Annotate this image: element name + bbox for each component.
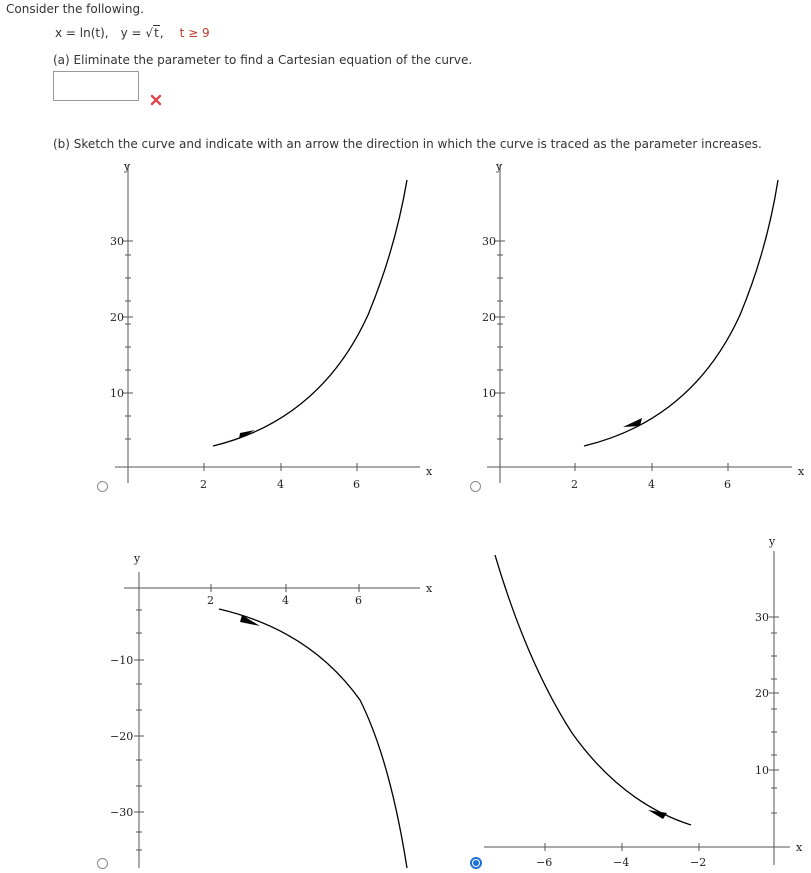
graph-1: [110, 155, 440, 495]
cartesian-equation-input[interactable]: [53, 71, 139, 101]
parametric-equations: [55, 26, 210, 40]
x-tick-label: 6: [353, 478, 360, 491]
parameter-condition: t ≥ 9: [179, 26, 210, 40]
y-tick-label: 10: [755, 764, 769, 777]
x-tick-label: −2: [690, 856, 707, 869]
option-radio-4[interactable]: [470, 857, 482, 869]
option-radio-3[interactable]: [97, 858, 108, 869]
parametric-curve: [495, 555, 691, 825]
x-axis-label: x: [796, 841, 803, 854]
y-tick-label: −30: [110, 806, 134, 819]
x-tick-label: −6: [536, 856, 553, 869]
y-axis-label: y: [769, 535, 776, 548]
part-b-prompt: (b) Sketch the curve and indicate with an arrow the direction in which the curve is traced as the parameter increases.: [53, 137, 762, 151]
y-axis-label: y: [134, 552, 141, 565]
y-axis-label: y: [496, 160, 503, 173]
direction-arrow: [623, 418, 642, 427]
parametric-curve: [219, 609, 407, 868]
x-tick-label: −4: [613, 856, 630, 869]
graph-3: [110, 550, 440, 873]
y-tick-label: 30: [755, 611, 769, 624]
x-axis-label: x: [426, 582, 433, 595]
option-radio-2[interactable]: [470, 481, 481, 492]
x-tick-label: 4: [282, 594, 289, 607]
y-tick-label: 30: [110, 235, 124, 248]
parametric-curve: [584, 180, 778, 446]
x-tick-label: 6: [355, 594, 362, 607]
part-a-prompt: (a) Eliminate the parameter to find a Cartesian equation of the curve.: [53, 53, 473, 67]
y-tick-label: 10: [110, 387, 124, 400]
equation-x: x = ln(t),: [55, 26, 109, 40]
y-tick-label: −10: [110, 654, 134, 667]
y-tick-label: −20: [110, 730, 134, 743]
x-tick-label: 4: [648, 478, 655, 491]
y-axis-label: y: [124, 160, 131, 173]
option-radio-1[interactable]: [97, 481, 108, 492]
equation-y-prefix: y =: [120, 26, 146, 40]
parametric-curve: [213, 180, 407, 446]
incorrect-icon: [150, 94, 162, 106]
x-tick-label: 2: [571, 478, 578, 491]
graph-2: [482, 155, 811, 495]
x-tick-label: 4: [277, 478, 284, 491]
y-tick-label: 30: [482, 235, 496, 248]
x-tick-label: 2: [200, 478, 207, 491]
y-tick-label: 20: [755, 687, 769, 700]
x-tick-label: 6: [724, 478, 731, 491]
question-intro: Consider the following.: [6, 2, 144, 16]
direction-arrow: [239, 430, 255, 439]
x-axis-label: x: [426, 465, 433, 478]
equation-y-suffix: ,: [159, 26, 164, 40]
y-tick-label: 10: [482, 387, 496, 400]
sqrt-symbol: √: [145, 26, 154, 40]
x-tick-label: 2: [207, 594, 214, 607]
equation-y-radicand: t: [154, 26, 159, 40]
x-axis-label: x: [798, 465, 805, 478]
y-tick-label: 20: [110, 311, 124, 324]
graph-4: [482, 533, 811, 873]
y-tick-label: 20: [482, 311, 496, 324]
